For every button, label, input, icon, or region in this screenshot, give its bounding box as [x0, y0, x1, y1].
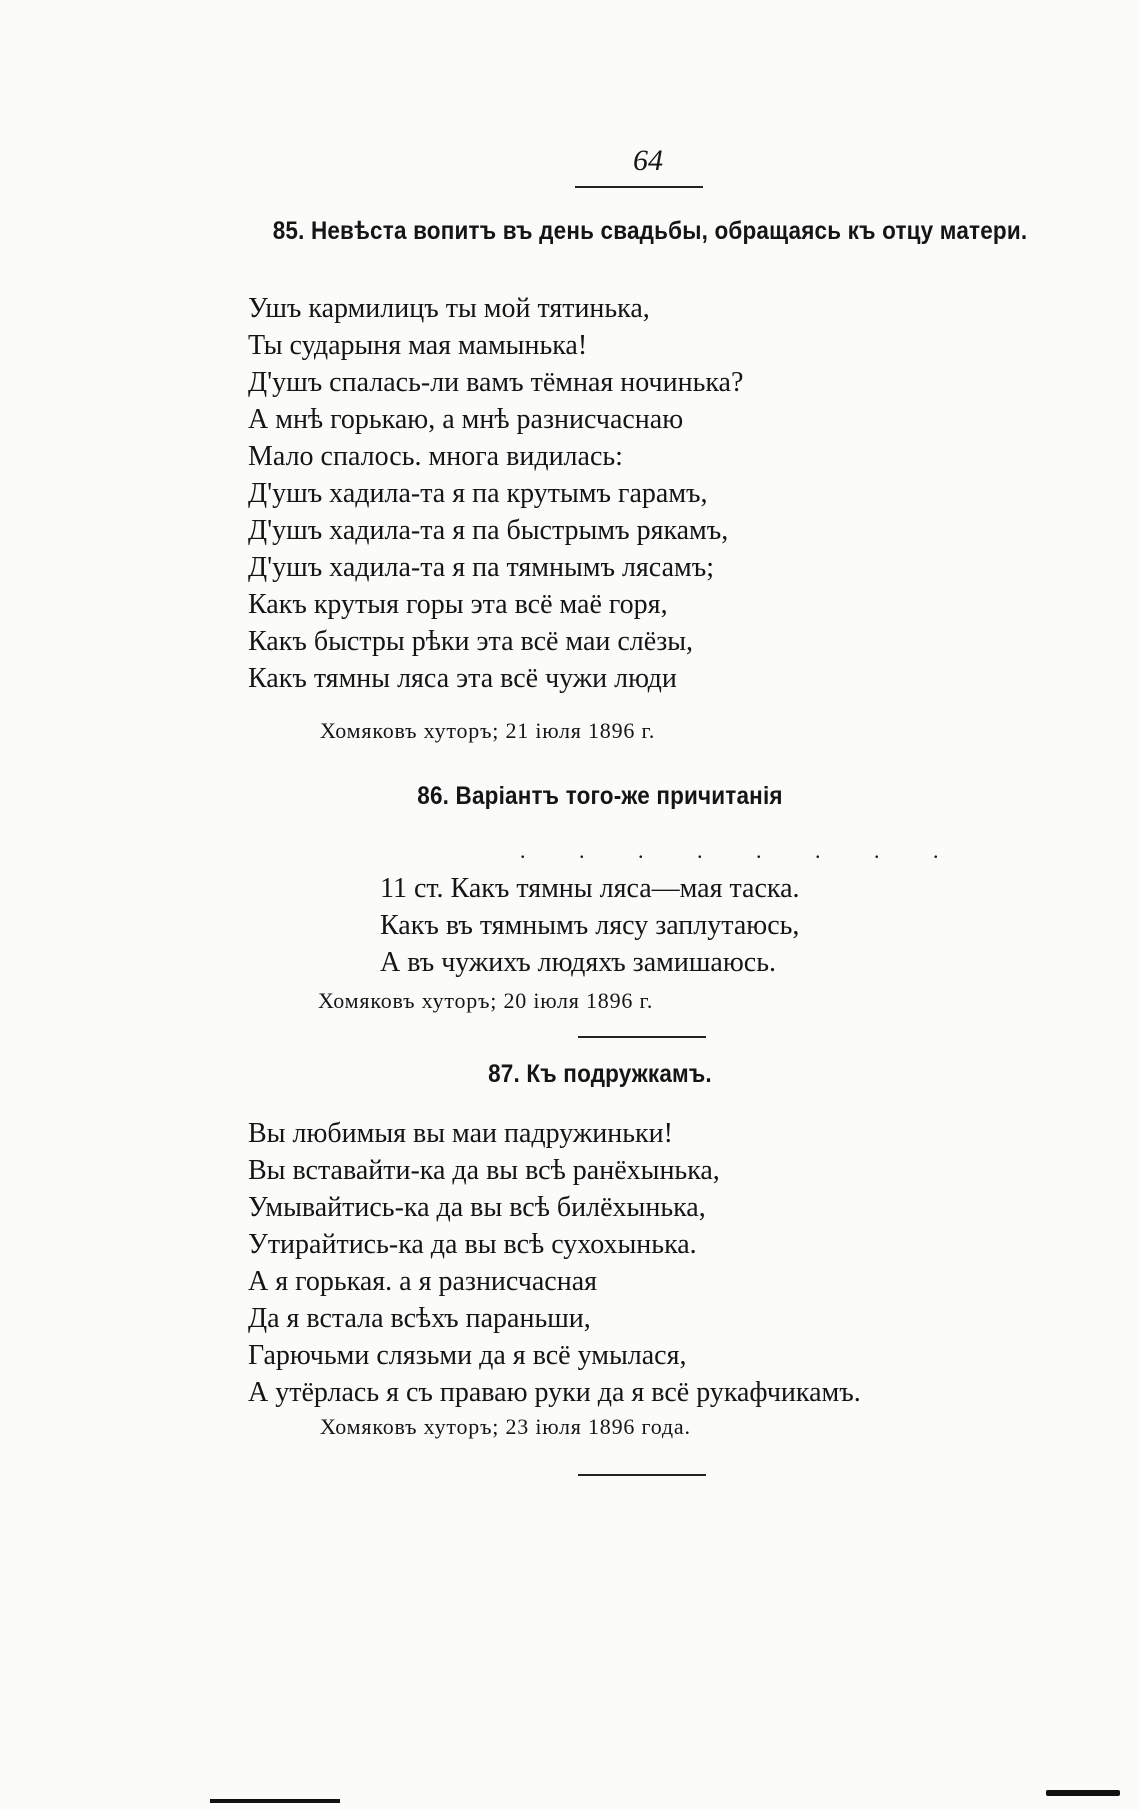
section-87-verse	[248, 1115, 861, 1411]
verse-line: 11 ст. Какъ тямны ляса—мая таска.	[380, 873, 800, 904]
section-85-attribution: Хомяковъ хуторъ; 21 іюля 1896 г.	[320, 718, 656, 743]
ellipsis-dots: . . . . . . . .	[520, 838, 963, 863]
verse-line: Умывайтись-ка да вы всѣ билёхынька,	[248, 1192, 706, 1223]
page-number: 64	[633, 144, 663, 177]
verse-line: Какъ въ тямнымъ лясу заплутаюсь,	[380, 910, 800, 941]
verse-line: Д'ушъ хадила-та я па крутымъ гарамъ,	[248, 478, 708, 509]
section-separator	[578, 1036, 706, 1038]
verse-line: Ушъ кармилицъ ты мой тятинька,	[248, 293, 650, 324]
section-86-verse	[380, 870, 800, 981]
section-86-heading: 86. Варіантъ того-же причитанія	[417, 782, 783, 810]
verse-line: Да я встала всѣхъ параньши,	[248, 1303, 591, 1334]
scan-edge-mark	[1046, 1790, 1120, 1796]
verse-line: Д'ушъ хадила-та я па быстрымъ рякамъ,	[248, 515, 729, 546]
section-87-heading: 87. Къ подружкамъ.	[488, 1060, 712, 1088]
verse-line: А въ чужихъ людяхъ замишаюсь.	[380, 947, 776, 978]
verse-line: А мнѣ горькаю, а мнѣ разнисчаснаю	[248, 404, 684, 435]
verse-line: Д'ушъ спалась-ли вамъ тёмная ночинька?	[248, 367, 744, 398]
verse-line: Утирайтись-ка да вы всѣ сухохынька.	[248, 1229, 697, 1260]
verse-line: Д'ушъ хадила-та я па тямнымъ лясамъ;	[248, 552, 714, 583]
section-separator	[578, 1474, 706, 1476]
section-87-attribution: Хомяковъ хуторъ; 23 іюля 1896 года.	[320, 1414, 691, 1439]
section-85-verse	[248, 290, 743, 697]
section-85-heading: 85. Невѣста вопитъ въ день свадьбы, обращаясь къ отцу матери.	[272, 217, 1028, 245]
verse-line: Гарючьми слязьми да я всё умылася,	[248, 1340, 687, 1371]
verse-line: Вы вставайти-ка да вы всѣ ранёхынька,	[248, 1155, 720, 1186]
section-86-attribution: Хомяковъ хуторъ; 20 іюля 1896 г.	[318, 988, 654, 1013]
verse-line: Мало спалось. многа видилась:	[248, 441, 623, 472]
verse-line: Какъ быстры рѣки эта всё маи слёзы,	[248, 626, 694, 657]
verse-line: Ты сударыня мая мамынька!	[248, 330, 588, 361]
verse-line: Вы любимыя вы маи падружиньки!	[248, 1118, 673, 1149]
verse-line: А утёрлась я съ праваю руки да я всё рукафчикамъ.	[248, 1377, 861, 1408]
verse-line: Какъ крутыя горы эта всё маё горя,	[248, 589, 668, 620]
verse-line: А я горькая. а я разнисчасная	[248, 1266, 598, 1297]
scan-edge-mark	[210, 1799, 340, 1803]
page-number-rule	[575, 186, 703, 188]
verse-line: Какъ тямны ляса эта всё чужи люди	[248, 663, 677, 694]
